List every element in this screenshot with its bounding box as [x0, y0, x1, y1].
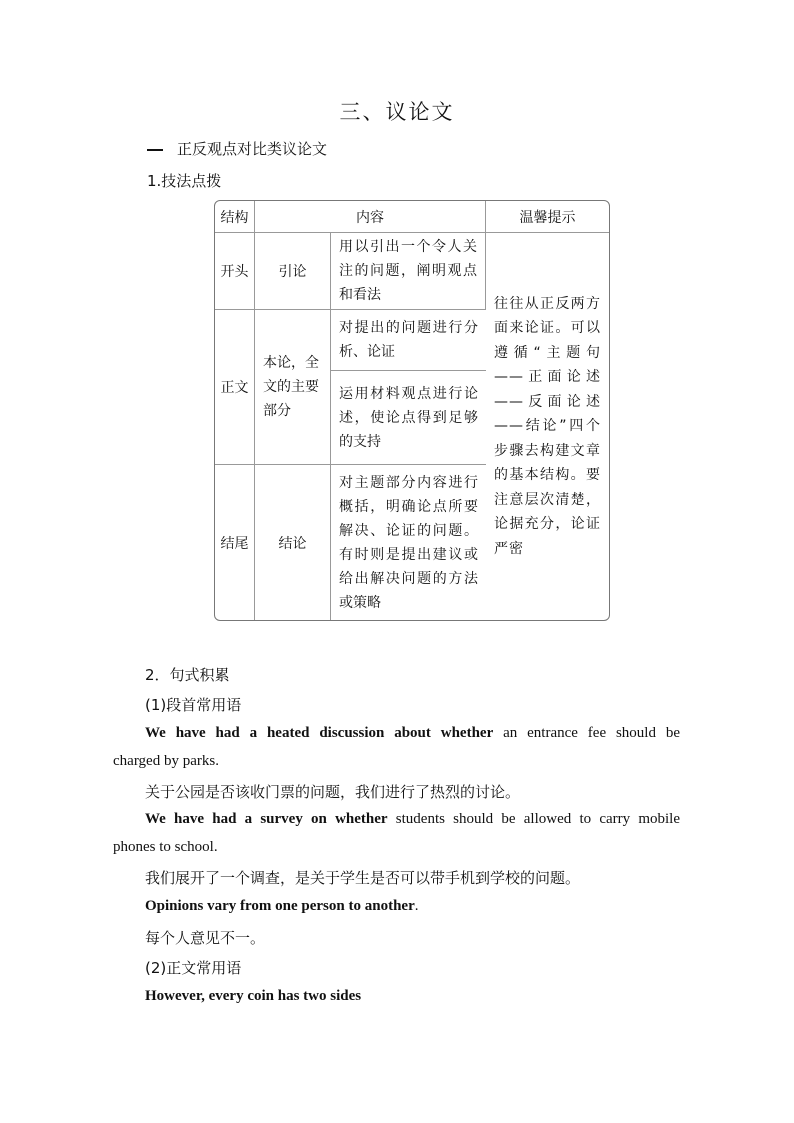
sentence-4-en [145, 988, 361, 1005]
subheading-techniques: 1.技法点拨 [147, 172, 222, 190]
sentence-4-bold: However, every coin has two sides [145, 988, 362, 1004]
sentence-2-cont: phones to school. [113, 839, 218, 855]
row-ending-content: 对主题部分内容进行概括，明确论点所要解决、论证的问题。有时则是提出建议或给出解决问题的方法或策略 [339, 474, 478, 611]
row-body-content-1: 对提出的问题进行分析、论证 [331, 310, 486, 371]
sentence-3-zh: 每个人意见不一。 [145, 929, 266, 947]
row-body-content-2: 运用材料观点进行论述，使论点得到足够的支持 [331, 371, 486, 465]
row-opening-label: 开头 [215, 233, 255, 310]
row-opening-content: 用以引出一个令人关注的问题，阐明观点和看法 [331, 233, 486, 310]
sentence-2-bold: We have had a survey on whether [145, 811, 388, 827]
sentence-1-cont: charged by parks. [113, 753, 219, 769]
sentence-3-rest: . [414, 898, 419, 914]
sentence-2-en [145, 811, 680, 828]
sentence-1-bold: We have had a heated discussion about whether [145, 725, 494, 741]
sentence-2-rest: students should be allowed to carry mobile [387, 811, 680, 827]
sentence-2-zh: 我们展开了一个调查，是关于学生是否可以带手机到学校的问题。 [145, 869, 581, 887]
sentence-1-en [145, 725, 680, 742]
subheading-body-phrases: (2)正文常用语 [145, 959, 242, 977]
tip-cell: 往往从正反两方面来论证。可以遵循“主题句——正面论述——反面论述——结论”四个步骤去构建文章的基本结构。要注意层次清楚，论据充分，论证严密 [494, 295, 601, 557]
sentence-3-bold: Opinions vary from one person to another [145, 898, 415, 914]
technique-table [214, 200, 610, 621]
subheading-sentences: 2．句式积累 [145, 666, 230, 684]
sentence-1-rest: an entrance fee should be [493, 725, 680, 741]
section-heading [147, 138, 327, 159]
page-title: 三、议论文 [339, 100, 455, 124]
header-content: 内容 [255, 201, 486, 233]
row-ending-sub: 结论 [255, 465, 331, 620]
row-opening-sub: 引论 [255, 233, 331, 310]
row-ending-label: 结尾 [215, 465, 255, 620]
section-marker [147, 149, 163, 151]
section-title: 正反观点对比类议论文 [177, 140, 328, 158]
row-body-label: 正文 [215, 310, 255, 465]
sentence-3-en [145, 898, 418, 915]
row-body-sub: 本论，全文的主要部分 [255, 310, 331, 465]
subheading-opening-phrases: (1)段首常用语 [145, 696, 242, 714]
header-tips: 温馨提示 [486, 201, 609, 233]
header-structure: 结构 [215, 201, 255, 233]
sentence-1-zh: 关于公园是否该收门票的问题，我们进行了热烈的讨论。 [145, 783, 521, 801]
